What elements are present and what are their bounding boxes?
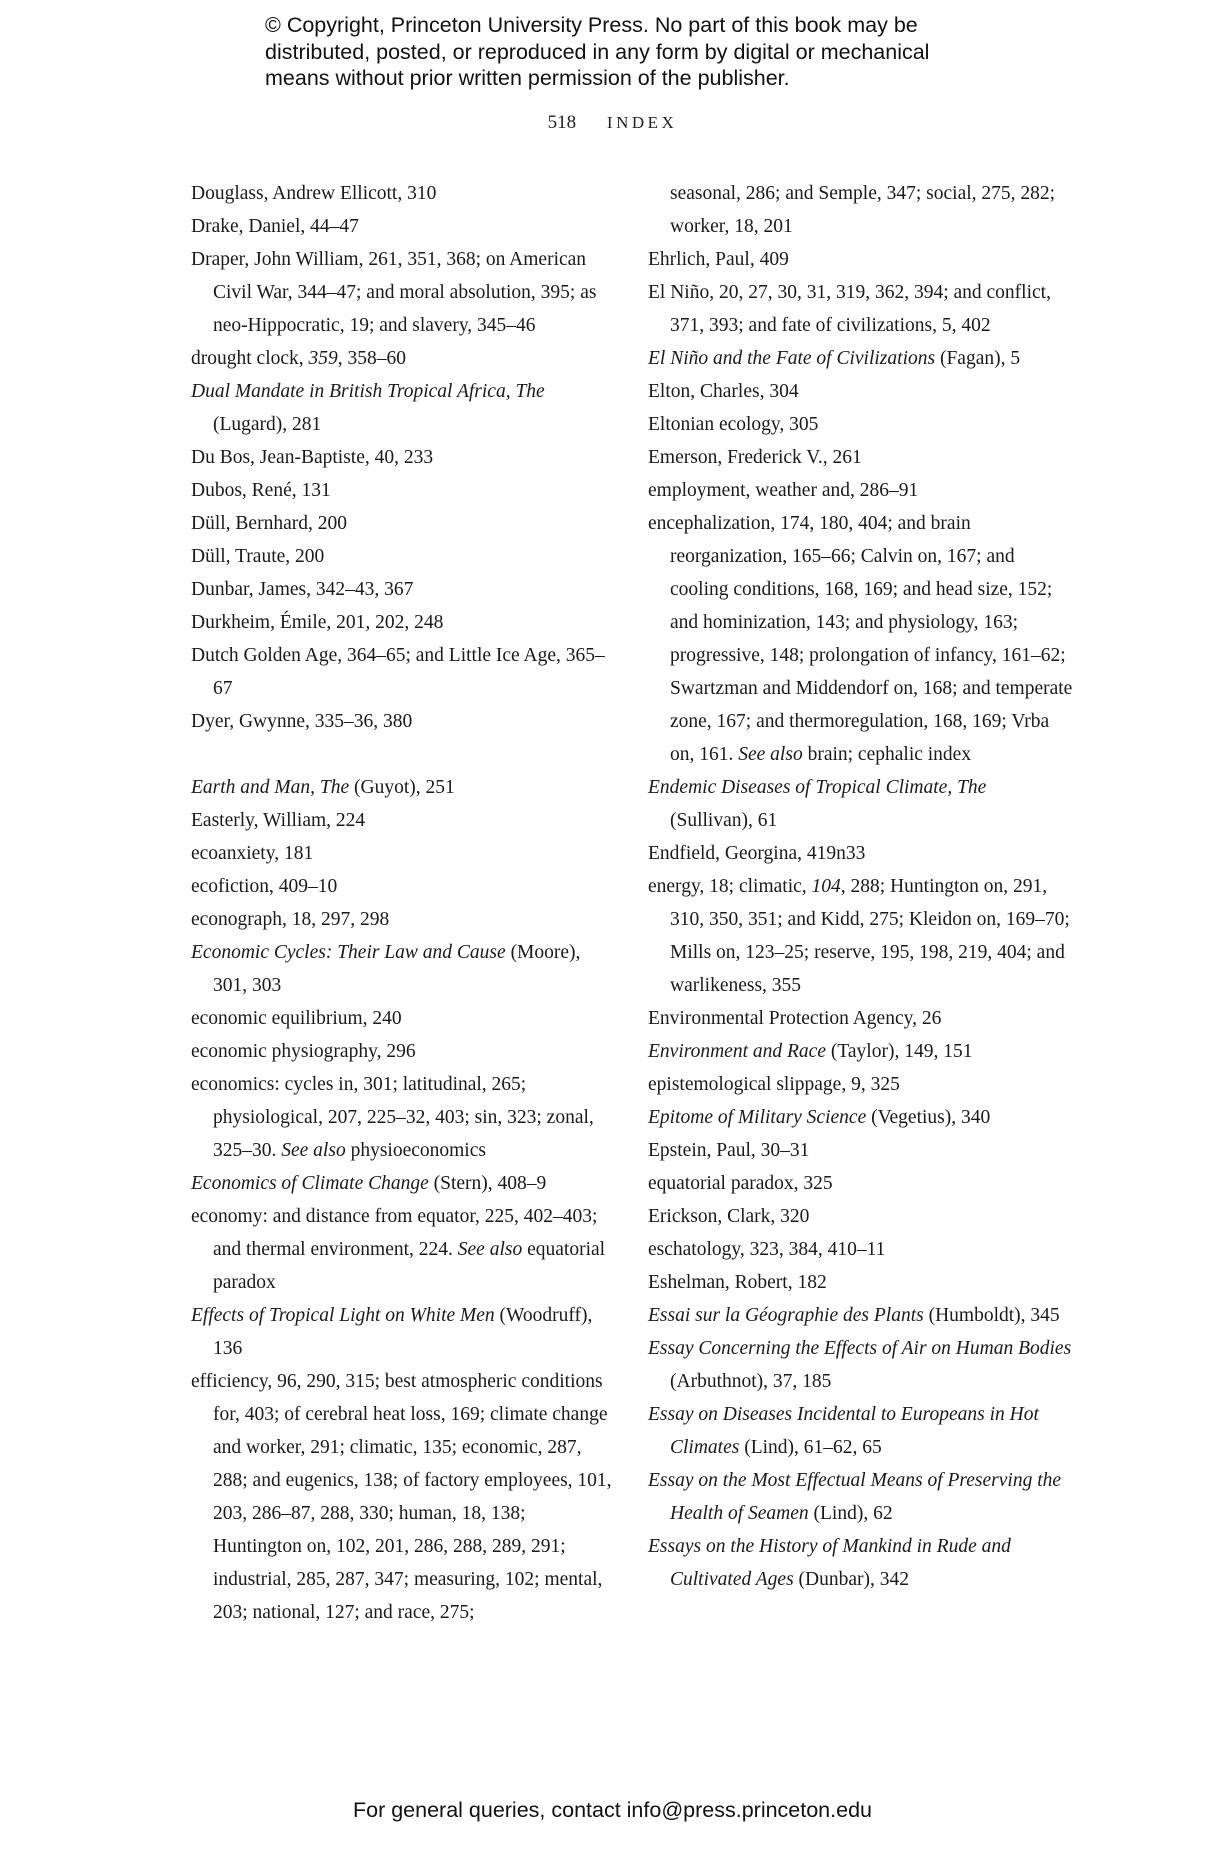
index-entry <box>191 210 616 243</box>
entry-text: Draper, John William, 261, 351, 368; on American Civil War, 344–47; and moral absolution, 395; as neo-Hippocratic, 19; and slavery, 345–46 <box>191 249 597 336</box>
entry-text: Dyer, Gwynne, 335–36, 380 <box>191 711 413 732</box>
entry-text: physioeconomics <box>345 1140 486 1161</box>
entry-text: Durkheim, Émile, 201, 202, 248 <box>191 612 444 633</box>
index-entry <box>191 540 616 573</box>
entry-text: (Woodruff), 136 <box>213 1305 593 1359</box>
index-entry <box>648 342 1073 375</box>
index-entry <box>648 1134 1073 1167</box>
entry-italic: 104 <box>811 876 841 897</box>
entry-text: eschatology, 323, 384, 410–11 <box>648 1239 886 1260</box>
entry-italic: See also <box>457 1239 523 1260</box>
entry-text: economy: and distance from equator, 225, 402–403; and thermal environment, 224. <box>191 1206 598 1260</box>
index-column-left <box>191 177 616 1629</box>
index-entry <box>648 870 1073 1002</box>
entry-text: (Arbuthnot), 37, 185 <box>670 1371 832 1392</box>
index-entry <box>191 441 616 474</box>
index-entry <box>648 1101 1073 1134</box>
entry-italic: Epitome of Military Science <box>648 1107 867 1128</box>
entry-italic: Environment and Race <box>648 1041 826 1062</box>
index-entry <box>191 870 616 903</box>
entry-italic: Essay on the Most Effectual Means of Preserving the Health of Seamen <box>648 1470 1062 1524</box>
index-entry <box>191 705 616 738</box>
index-entry <box>648 771 1073 837</box>
entry-italic: 359 <box>308 348 338 369</box>
entry-text: (Sullivan), 61 <box>670 810 778 831</box>
entry-text: Düll, Traute, 200 <box>191 546 325 567</box>
entry-italic: Economics of Climate Change <box>191 1173 429 1194</box>
entry-text: employment, weather and, 286–91 <box>648 480 919 501</box>
entry-text: economics: cycles in, 301; latitudinal, 265; physiological, 207, 225–32, 403; sin, 323; zonal, 325–30. <box>191 1074 594 1161</box>
index-entry <box>191 1035 616 1068</box>
index-column-right <box>648 177 1073 1596</box>
entry-text: , 358–60 <box>337 348 407 369</box>
entry-text: ecofiction, 409–10 <box>191 876 338 897</box>
entry-text: Ehrlich, Paul, 409 <box>648 249 789 270</box>
entry-text: ecoanxiety, 181 <box>191 843 314 864</box>
index-entry <box>648 243 1073 276</box>
entry-text: El Niño, 20, 27, 30, 31, 319, 362, 394; and conflict, 371, 393; and fate of civilizations, 5, 402 <box>648 282 1051 336</box>
entry-text: Du Bos, Jean-Baptiste, 40, 233 <box>191 447 434 468</box>
entry-text: Elton, Charles, 304 <box>648 381 799 402</box>
index-entry <box>191 1068 616 1167</box>
index-entry <box>191 375 616 441</box>
index-entry <box>648 375 1073 408</box>
entry-italic: Essay on Diseases Incidental to Europeans in Hot Climates <box>648 1404 1039 1458</box>
copyright-notice: © Copyright, Princeton University Press. No part of this book may be distributed, posted, or reproduced in any form by digital or mechanical means without prior written permission of the publisher. <box>265 13 930 90</box>
index-entry <box>191 507 616 540</box>
entry-text: (Lugard), 281 <box>213 414 322 435</box>
entry-italic: Economic Cycles: Their Law and Cause <box>191 942 506 963</box>
index-entry <box>191 1167 616 1200</box>
entry-text: (Dunbar), 342 <box>793 1569 910 1590</box>
index-entry <box>648 441 1073 474</box>
page-number: 518 <box>547 112 577 133</box>
entry-text: (Humboldt), 345 <box>923 1305 1060 1326</box>
entry-text: equatorial paradox <box>213 1239 606 1293</box>
entry-text: economic physiography, 296 <box>191 1041 416 1062</box>
entry-text: (Moore), 301, 303 <box>213 942 581 996</box>
entry-text: economic equilibrium, 240 <box>191 1008 402 1029</box>
entry-text: Easterly, William, 224 <box>191 810 366 831</box>
entry-text: epistemological slippage, 9, 325 <box>648 1074 900 1095</box>
index-entry <box>191 771 616 804</box>
index-entry <box>191 1002 616 1035</box>
index-entry <box>648 276 1073 342</box>
index-entry <box>648 507 1073 771</box>
entry-text: Drake, Daniel, 44–47 <box>191 216 359 237</box>
entry-italic: Essays on the History of Mankind in Rude and Cultivated Ages <box>648 1536 1011 1590</box>
entry-text: seasonal, 286; and Semple, 347; social, 275, 282; worker, 18, 201 <box>670 183 1056 237</box>
index-entry <box>648 1332 1073 1398</box>
index-entry <box>191 936 616 1002</box>
entry-text: Dutch Golden Age, 364–65; and Little Ice Age, 365–67 <box>191 645 605 699</box>
index-entry <box>648 1002 1073 1035</box>
index-entry <box>191 1299 616 1365</box>
index-entry <box>191 903 616 936</box>
index-entry <box>648 1200 1073 1233</box>
entry-text: (Lind), 61–62, 65 <box>739 1437 882 1458</box>
index-entry <box>648 1167 1073 1200</box>
entry-italic: Essai sur la Géographie des Plants <box>648 1305 924 1326</box>
index-entry <box>648 837 1073 870</box>
running-head <box>0 112 1225 134</box>
index-entry <box>648 1233 1073 1266</box>
entry-italic: El Niño and the Fate of Civilizations <box>648 348 936 369</box>
index-entry <box>648 1398 1073 1464</box>
entry-text: Endfield, Georgina, 419n33 <box>648 843 866 864</box>
entry-italic: Earth and Man, The <box>191 777 350 798</box>
index-entry <box>191 837 616 870</box>
letter-section-gap <box>191 738 616 771</box>
index-entry <box>648 1464 1073 1530</box>
entry-text: efficiency, 96, 290, 315; best atmospheric conditions for, 403; of cerebral heat loss, 169; climate change and worker, 291; climatic, 135; economic, 287, 288; and eugenics, 138; of factory employees, 101, 203, 286–87, 288, 330; human, 18, 138; Huntington on, 102, 201, 286, 288, 289, 291; industrial, 285, 287, 347; measuring, 102; mental, 203; national, 127; and race, 275; <box>191 1371 612 1623</box>
index-entry <box>648 1068 1073 1101</box>
entry-italic: Effects of Tropical Light on White Men <box>191 1305 495 1326</box>
index-entry <box>191 243 616 342</box>
index-entry <box>648 1266 1073 1299</box>
index-entry <box>191 1200 616 1299</box>
entry-italic: See also <box>738 744 803 765</box>
index-entry <box>191 639 616 705</box>
entry-text: encephalization, 174, 180, 404; and brain reorganization, 165–66; Calvin on, 167; and cooling conditions, 168, 169; and head size, 152; and hominization, 143; and physiology, 163; progressive, 148; prolongation of infancy, 161–62; Swartzman and Middendorf on, 168; and temperate zone, 167; and thermoregulation, 168, 169; Vrba on, 161. <box>648 513 1073 765</box>
entry-italic: Dual Mandate in British Tropical Africa, The <box>191 381 545 402</box>
entry-text: Düll, Bernhard, 200 <box>191 513 347 534</box>
index-entry <box>648 1299 1073 1332</box>
entry-text: econograph, 18, 297, 298 <box>191 909 390 930</box>
entry-italic: Endemic Diseases of Tropical Climate, The <box>648 777 987 798</box>
index-entry <box>191 342 616 375</box>
running-title: INDEX <box>606 113 678 132</box>
index-entry <box>648 408 1073 441</box>
entry-text: Epstein, Paul, 30–31 <box>648 1140 810 1161</box>
index-entry <box>191 474 616 507</box>
entry-text: brain; cephalic index <box>802 744 972 765</box>
entry-text: (Fagan), 5 <box>935 348 1021 369</box>
entry-text: energy, 18; climatic, <box>648 876 812 897</box>
index-entry <box>648 1530 1073 1596</box>
index-entry-continued <box>648 177 1073 243</box>
entry-text: (Taylor), 149, 151 <box>825 1041 973 1062</box>
entry-text: Douglass, Andrew Ellicott, 310 <box>191 183 437 204</box>
index-entry <box>191 804 616 837</box>
entry-italic: See also <box>281 1140 346 1161</box>
entry-text: Erickson, Clark, 320 <box>648 1206 810 1227</box>
entry-italic: Essay Concerning the Effects of Air on Human Bodies <box>648 1338 1072 1359</box>
entry-text: (Lind), 62 <box>808 1503 893 1524</box>
entry-text: , 288; Huntington on, 291, 310, 350, 351; and Kidd, 275; Kleidon on, 169–70; Mills on, 123–25; reserve, 195, 198, 219, 404; and warlikeness, 355 <box>670 876 1070 996</box>
index-entry <box>191 573 616 606</box>
index-entry <box>191 606 616 639</box>
index-entry <box>648 1035 1073 1068</box>
entry-text: Dunbar, James, 342–43, 367 <box>191 579 414 600</box>
entry-text: (Vegetius), 340 <box>866 1107 991 1128</box>
index-entry <box>191 1365 616 1629</box>
index-entry <box>191 177 616 210</box>
entry-text: Eltonian ecology, 305 <box>648 414 819 435</box>
entry-text: (Stern), 408–9 <box>428 1173 547 1194</box>
entry-text: Dubos, René, 131 <box>191 480 331 501</box>
contact-footer: For general queries, contact info@press.princeton.edu <box>352 1798 872 1822</box>
index-entry <box>648 474 1073 507</box>
entry-text: drought clock, <box>191 348 309 369</box>
entry-text: Environmental Protection Agency, 26 <box>648 1008 942 1029</box>
entry-text: Emerson, Frederick V., 261 <box>648 447 862 468</box>
entry-text: Eshelman, Robert, 182 <box>648 1272 827 1293</box>
entry-text: (Guyot), 251 <box>349 777 455 798</box>
entry-text: equatorial paradox, 325 <box>648 1173 833 1194</box>
